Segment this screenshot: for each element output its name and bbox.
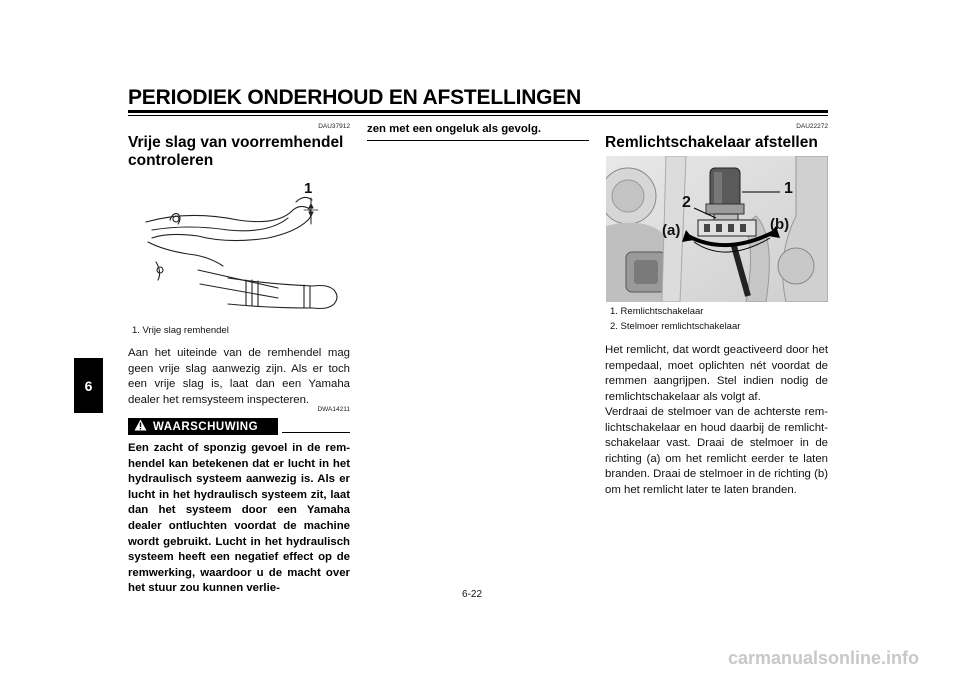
warning-continuation-text: zen met een ongeluk als gevolg. [367, 123, 542, 135]
brake-lever-illustration-icon [128, 180, 353, 320]
brake-light-body-text-2: Verdraai de stelmoer van de achterste remlichtschakelaar en houd daarbij de remlichtschakelaar vast. Draai de stelmoer in de richting (a) om het remlicht eerder te laten branden. Draai de stelmoer in de richting (b) om het remlicht later te laten branden. [605, 406, 828, 496]
header-rule [128, 110, 828, 113]
warning-text: Een zacht of sponzig gevoel in de remhendel kan betekenen dat er lucht in het hydraulisch systeem aanwezig is. Als er lucht in het hydraulisch systeem zit, laat dan het systeem door een Yamaha dealer ontluchten voordat de machine wordt gebruikt. Lucht in het hydraulisch systeem heeft een negatief effect op de remwerking, waardoor u de macht over het stuur zou kunnen verlie- [128, 442, 350, 595]
page-header-title: PERIODIEK ONDERHOUD EN AFSTELLINGEN [128, 86, 582, 109]
direction-label-a: (a) [662, 222, 681, 239]
figure-caption-2: 2. Stelmoer remlichtschakelaar [610, 321, 741, 332]
section-code-right: DAU22272 [796, 123, 828, 130]
figure-caption-1: 1. Remlichtschakelaar [610, 306, 704, 317]
warning-end-rule [367, 140, 589, 141]
brake-light-body-text-1: Het remlicht, dat wordt geactiveerd door het rempedaal, moet oplichten nét voordat de remmen aangrijpen. Stel indien nodig de remlichtschakelaar als volgt af. [605, 344, 828, 403]
warning-triangle-icon [134, 419, 147, 434]
section-title-brake-light-switch: Remlichtschakelaar afstellen [605, 134, 818, 151]
brake-light-switch-figure [606, 156, 828, 302]
brake-lever-figure [128, 180, 353, 320]
figure-callout-1: 1 [784, 180, 793, 197]
watermark: carmanualsonline.info [728, 648, 920, 668]
chapter-tab[interactable]: 6 [74, 358, 103, 413]
header-rule-thin [128, 115, 828, 116]
warning-rule [282, 432, 350, 433]
warning-code: DWA14211 [317, 406, 350, 413]
figure-caption: 1. Vrije slag remhendel [132, 325, 229, 336]
section-title-brake-lever: Vrije slag van voorremhendel controleren [128, 134, 344, 169]
figure-callout-1: 1 [304, 180, 313, 197]
direction-label-b: (b) [770, 216, 790, 233]
section-code: DAU37912 [318, 123, 350, 130]
warning-box [128, 418, 278, 435]
figure-callout-2: 2 [682, 194, 691, 211]
brake-light-switch-photo-icon [606, 156, 828, 302]
warning-label: WAARSCHUWING [153, 420, 259, 433]
page-number: 6-22 [462, 589, 483, 600]
brake-lever-body-text: Aan het uiteinde van de remhendel mag geen vrije slag aanwezig zijn. Als er toch een vrije slag is, laat dan een Yamaha dealer het remsysteem inspecteren. [128, 347, 350, 406]
